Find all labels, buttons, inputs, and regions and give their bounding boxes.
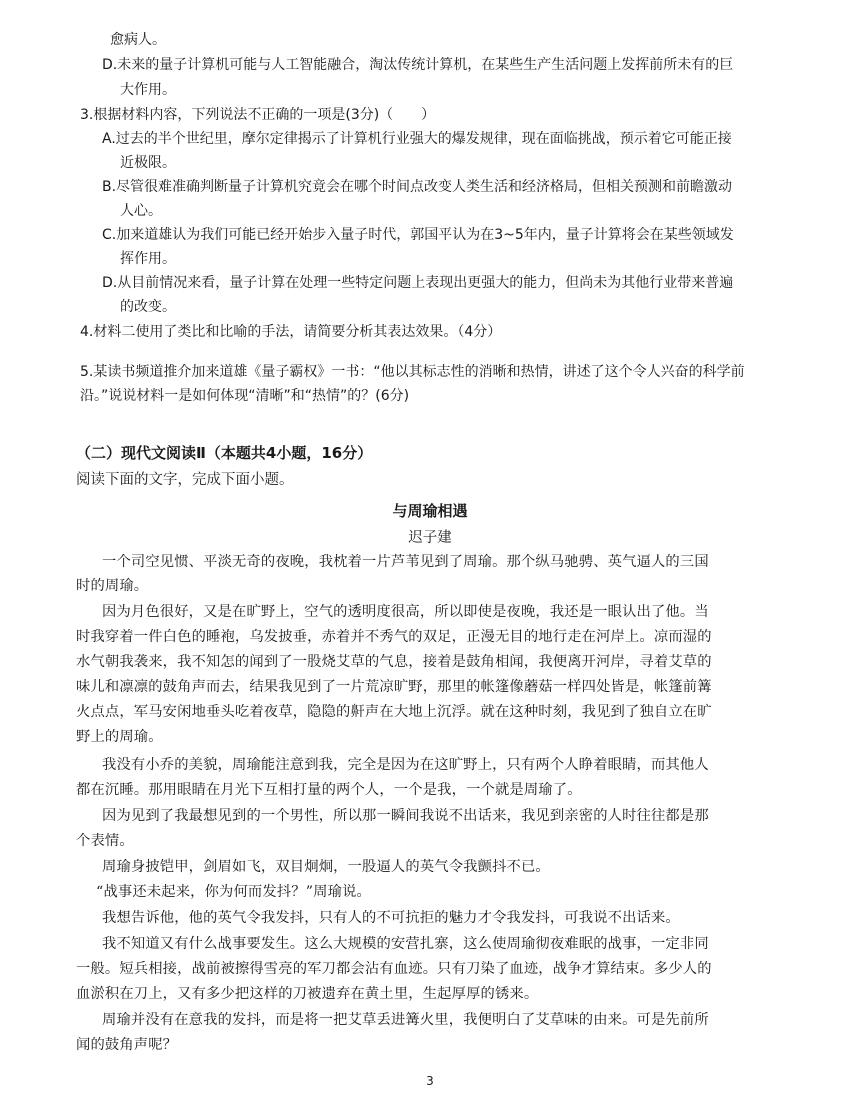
q3-option-d-line1: D.从目前情况来看，量子计算在处理一些特定问题上表现出更强大的能力，但尚未为其他行业带来普遍 [102, 275, 734, 291]
article-line: 血淤积在刀上，又有多少把这样的刀被遗弃在黄土里，生起厚厚的锈来。 [76, 986, 539, 1002]
article-line: 周瑜并没有在意我的发抖，而是将一把艾草丢进篝火里，我便明白了艾草味的由来。可是先前所 [102, 1012, 709, 1028]
q3-option-c-line2: 挥作用。 [120, 251, 176, 267]
article-line: 我没有小乔的美貌，周瑜能注意到我，完全是因为在这旷野上，只有两个人睁着眼睛，而其他人 [102, 757, 709, 773]
q4-stem: 4.材料二使用了类比和比喻的手法，请简要分析其表达效果。（4分） [80, 324, 502, 340]
q3-option-b-line2: 人心。 [120, 203, 162, 219]
q3-option-b-line1: B.尽管很难准确判断量子计算机究竟会在哪个时间点改变人类生活和经济格局，但相关预测和前瞻激动 [102, 179, 733, 195]
article-line: 我想告诉他，他的英气令我发抖，只有人的不可抗拒的魅力才令我发抖，可我说不出话来。 [102, 910, 680, 926]
article-line: 时的周瑜。 [76, 578, 149, 594]
article-line: 火点点，军马安闲地垂头吃着夜草，隐隐的鼾声在大地上沉浮。就在这种时刻，我见到了独自立在旷 [76, 704, 712, 720]
article-line: 都在沉睡。那用眼睛在月光下互相打量的两个人，一个是我，一个就是周瑜了。 [76, 782, 582, 798]
q5-line2: 沿。”说说材料一是如何体现“清晰”和“热情”的？(6分) [80, 388, 410, 404]
q3-option-a-line1: A.过去的半个世纪里，摩尔定律揭示了计算机行业强大的爆发规律，现在面临挑战，预示着它可能正接 [102, 131, 732, 147]
article-line: 因为月色很好，又是在旷野上，空气的透明度很高，所以即使是夜晚，我还是一眼认出了他。当 [102, 604, 709, 620]
q2-option-d-line2: 大作用。 [120, 82, 176, 98]
article-line: 个表情。 [76, 833, 134, 849]
article-line: 闻的鼓角声呢？ [76, 1037, 178, 1053]
article-line: 我不知道又有什么战事要发生。这么大规模的安营扎寨，这么使周瑜彻夜难眠的战事，一定非同 [102, 936, 709, 952]
section-instruction: 阅读下面的文字，完成下面小题。 [76, 472, 294, 488]
article-line: “战事还未起来，你为何而发抖？”周瑜说。 [96, 884, 371, 900]
q2-option-c-tail: 愈病人。 [110, 32, 166, 48]
q2-option-d-line1: D.未来的量子计算机可能与人工智能融合，淘汰传统计算机，在某些生产生活问题上发挥前所未有的巨 [102, 57, 734, 73]
q5-line1: 5.某读书频道推介加来道雄《量子霸权》一书：“他以其标志性的消晰和热情，讲述了这个令人兴奋的科学前 [80, 364, 745, 380]
article-author: 迟子建 [408, 530, 452, 546]
article-line: 时我穿着一件白色的睡袍，乌发披垂，赤着并不秀气的双足，正漫无目的地行走在河岸上。凉而湿的 [76, 629, 712, 645]
article-title: 与周瑜相遇 [392, 502, 468, 520]
q3-option-c-line1: C.加来道雄认为我们可能已经开始步入量子时代，郭国平认为在3~5年内，量子计算将会在某些领域发 [102, 227, 734, 243]
article-line: 味儿和凛凛的鼓角声而去，结果我见到了一片荒凉旷野，那里的帐篷像蘑菇一样四处皆是，帐篷前篝 [76, 679, 712, 695]
q3-option-d-line2: 的改变。 [120, 299, 176, 315]
section-heading: （二）现代文阅读Ⅱ（本题共4小题，16分） [76, 444, 373, 462]
article-line: 水气朝我袭来，我不知怎的闻到了一股烧艾草的气息，接着是鼓角相闻，我便离开河岸，寻着艾草的 [76, 654, 712, 670]
q3-option-a-line2: 近极限。 [120, 155, 176, 171]
q3-stem: 3.根据材料内容，下列说法不正确的一项是(3分)（ ） [80, 107, 436, 123]
article-line: 因为见到了我最想见到的一个男性，所以那一瞬间我说不出话来，我见到亲密的人时往往都是那 [102, 808, 709, 824]
page-number: 3 [426, 1074, 434, 1088]
article-line: 一般。短兵相接，战前被擦得雪亮的军刀都会沾有血迹。只有刀染了血迹，战争才算结束。多少人的 [76, 961, 712, 977]
article-line: 野上的周瑜。 [76, 729, 163, 745]
article-line: 周瑜身披铠甲，剑眉如飞，双目炯炯，一股逼人的英气令我颤抖不已。 [102, 859, 550, 875]
article-line: 一个司空见惯、平淡无奇的夜晚，我枕着一片芦苇见到了周瑜。那个纵马驰骋、英气逼人的三国 [102, 554, 709, 570]
